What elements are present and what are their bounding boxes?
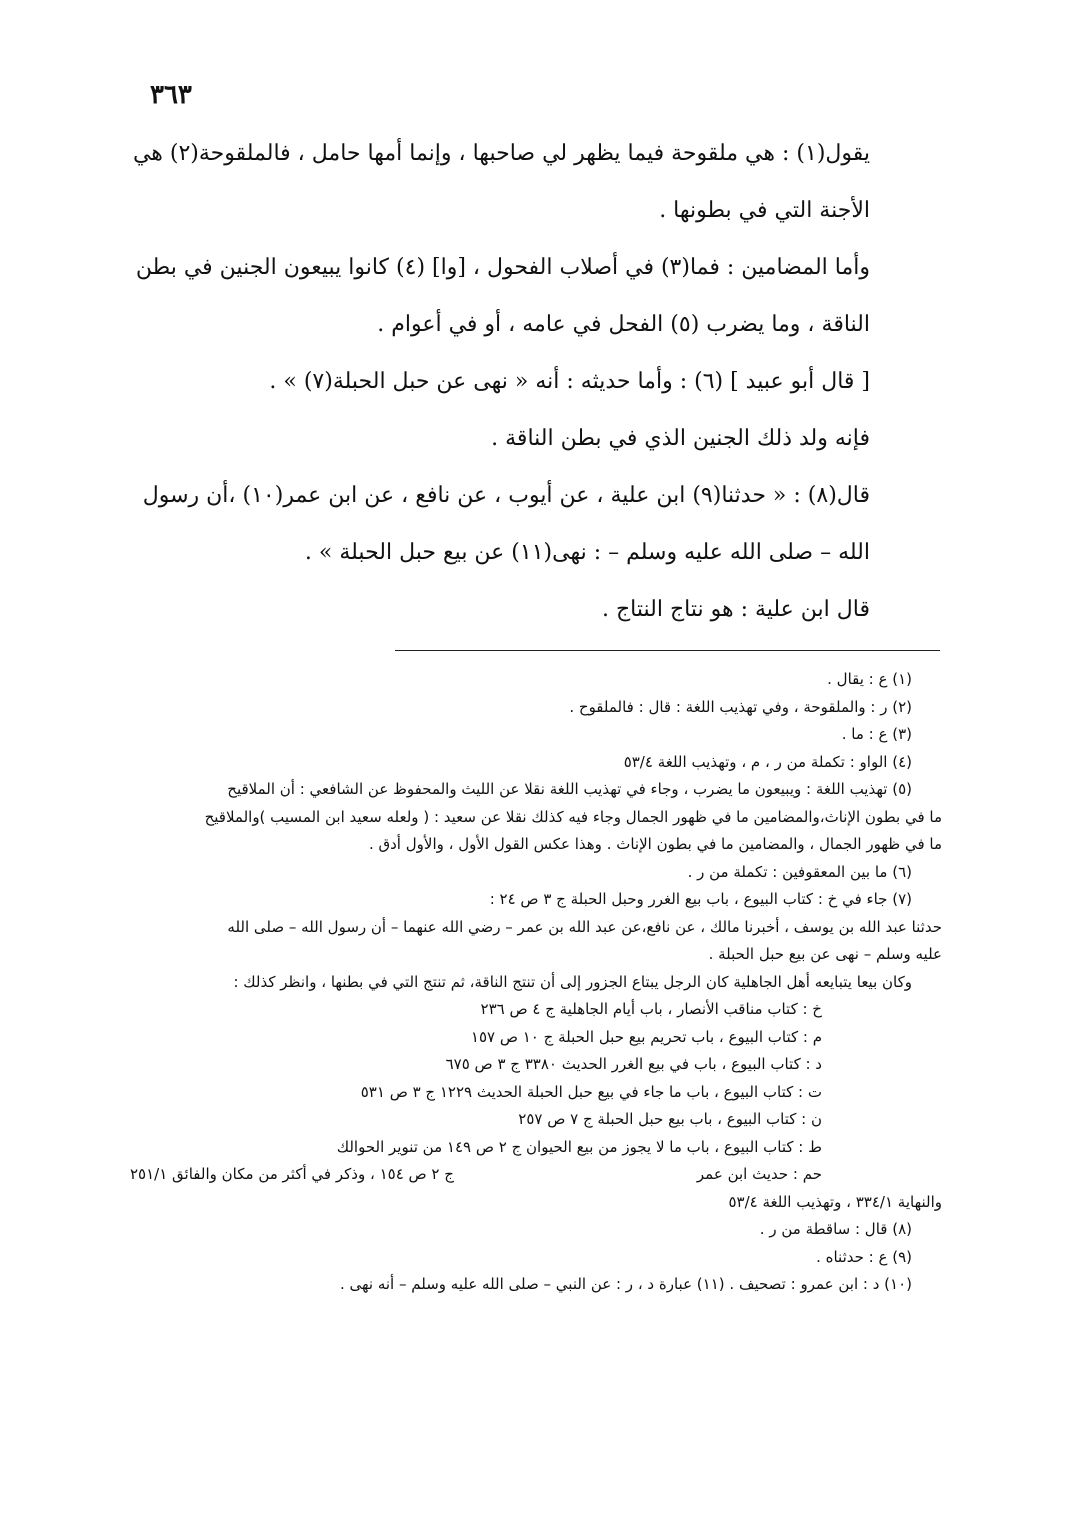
footnote: ما في بطون الإناث،والمضامين ما في ظهور الجمال وجاء فيه كذلك نقلا عن سعيد : ( ولعله سعيد ابن المسيب )والملاقيح [204, 807, 942, 826]
footnote: (٨) قال : ساقطة من ر . [759, 1220, 912, 1238]
source-reference-part: حم : حديث ابن عمر [696, 1165, 822, 1183]
footnote: ما في ظهور الجمال ، والمضامين ما في بطون الإناث . وهذا عكس القول الأول ، والأول أدق . [368, 835, 942, 853]
footnote: (٢) ر : والملقوحة ، وفي تهذيب اللغة : قال : فالملقوح . [569, 697, 912, 716]
footnote: وكان بيعا يتبايعه أهل الجاهلية كان الرجل يبتاع الجزور إلى أن تنتج الناقة، ثم تنتج التي في بطنها ، وانظر كذلك : [233, 972, 912, 991]
body-line: [ قال أبو عبيد ] (٦) : وأما حديثه : أنه « نهى عن حبل الحبلة(٧) » . [269, 369, 870, 394]
body-line: الناقة ، وما يضرب (٥) الفحل في عامه ، أو في أعوام . [377, 312, 870, 337]
footnote: (١) ع : يقال . [827, 670, 912, 688]
footnote: حدثنا عبد الله بن يوسف ، أخبرنا مالك ، عن نافع،عن عبد الله بن عمر – رضي الله عنهما – أن رسول الله – صلى الله [227, 917, 942, 936]
source-reference: ط : كتاب البيوع ، باب ما لا يجوز من بيع الحيوان ج ٢ ص ١٤٩ من تنوير الحوالك [336, 1137, 822, 1156]
source-reference: ت : كتاب البيوع ، باب ما جاء في بيع حبل الحبلة الحديث ١٢٢٩ ج ٣ ص ٥٣١ [360, 1082, 822, 1101]
footnote: (٩) ع : حدثناه . [816, 1247, 912, 1266]
body-line: الله – صلى الله عليه وسلم – : نهى(١١) عن بيع حبل الحبلة » . [304, 540, 870, 565]
body-line: الأجنة التي في بطونها . [659, 198, 870, 223]
source-reference [130, 1161, 942, 1189]
body-line: قال ابن علية : هو نتاج النتاج . [601, 597, 870, 622]
body-line: فإنه ولد ذلك الجنين الذي في بطن الناقة . [491, 426, 870, 451]
footnote: (٣) ع : ما . [841, 725, 912, 743]
footnote: عليه وسلم – نهى عن بيع حبل الحبلة . [708, 945, 942, 963]
footnote: (٤) الواو : تكملة من ر ، م ، وتهذيب اللغة ٥٣/٤ [623, 752, 912, 771]
footnote: (٧) جاء في خ : كتاب البيوع ، باب بيع الغرر وحبل الحبلة ج ٣ ص ٢٤ : [489, 890, 912, 908]
body-line: يقول(١) : هي ملقوحة فيما يظهر لي صاحبها ، وإنما أمها حامل ، فالملقوحة(٢) هي [132, 141, 870, 166]
footnotes [130, 666, 942, 1299]
source-reference: د : كتاب البيوع ، باب في بيع الغرر الحديث ٣٣٨٠ ج ٣ ص ٦٧٥ [445, 1055, 822, 1073]
source-reference: م : كتاب البيوع ، باب تحريم بيع حبل الحبلة ج ١٠ ص ١٥٧ [470, 1027, 822, 1046]
source-reference: ن : كتاب البيوع ، باب بيع حبل الحبلة ج ٧ ص ٢٥٧ [518, 1110, 822, 1128]
body-line: قال(٨) : « حدثنا(٩) ابن علية ، عن أيوب ، عن نافع ، عن ابن عمر(١٠) ،أن رسول [142, 483, 870, 508]
footnote-divider [395, 650, 940, 651]
footnote: والنهاية ٣٣٤/١ ، وتهذيب اللغة ٥٣/٤ [728, 1192, 942, 1211]
main-text [130, 125, 870, 638]
source-reference: خ : كتاب مناقب الأنصار ، باب أيام الجاهلية ج ٤ ص ٢٣٦ [480, 1000, 822, 1018]
footnote: (٦) ما بين المعقوفين : تكملة من ر . [687, 862, 912, 881]
page-number: ٣٦٣ [150, 80, 192, 110]
body-line: وأما المضامين : فما(٣) في أصلاب الفحول ، [وا] (٤) كانوا يبيعون الجنين في بطن [135, 255, 870, 280]
source-reference-part: ج ٢ ص ١٥٤ ، وذكر في أكثر من مكان والفائق ٢٥١/١ [130, 1165, 454, 1183]
footnote: (٥) تهذيب اللغة : ويبيعون ما يضرب ، وجاء في تهذيب اللغة نقلا عن الليث والمحفوظ عن الشافعي : أن الملاقيح [227, 780, 912, 798]
footnote: (١٠) د : ابن عمرو : تصحيف . (١١) عبارة د ، ر : عن النبي – صلى الله عليه وسلم – أنه نهى . [339, 1275, 912, 1293]
